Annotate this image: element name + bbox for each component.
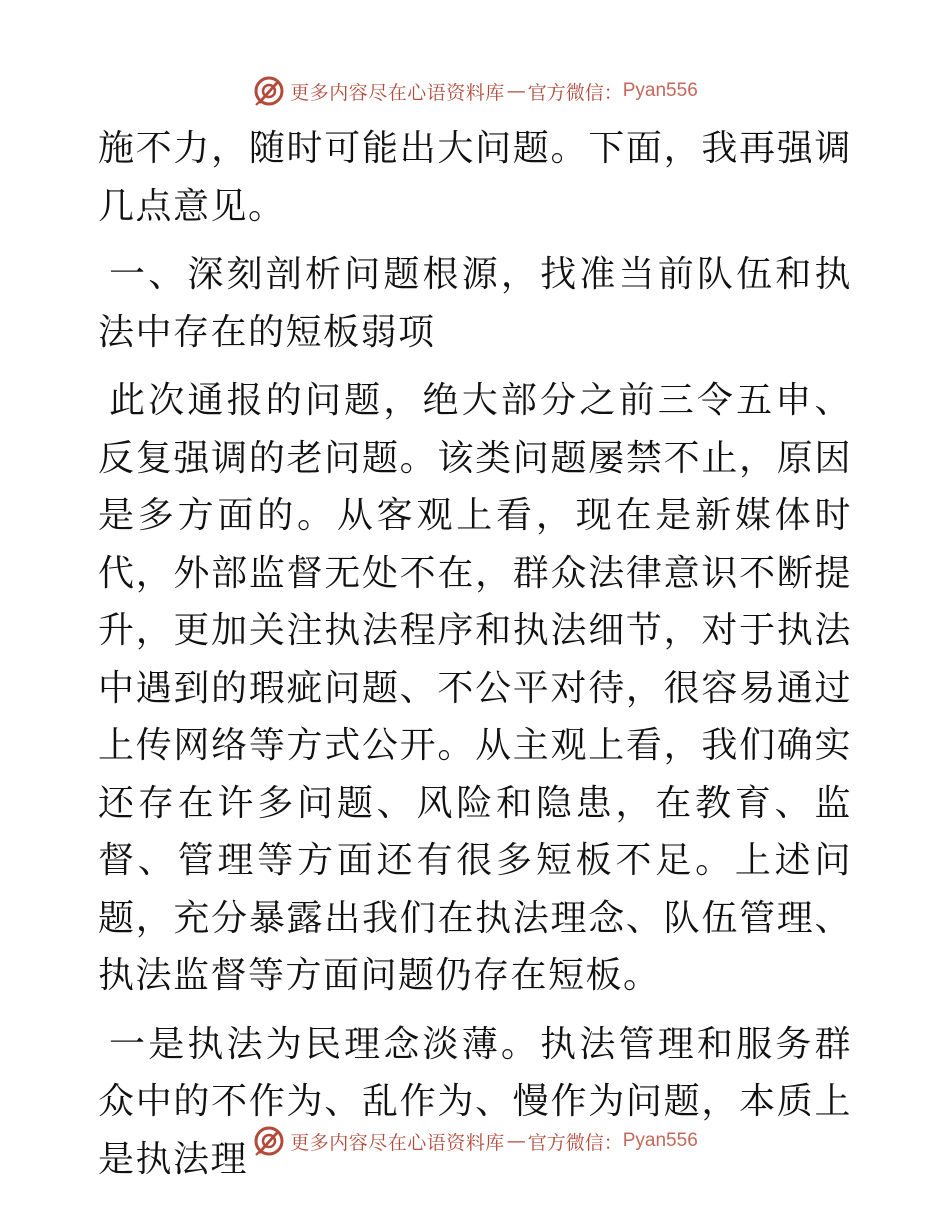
header-dash: — — [506, 80, 526, 102]
paragraph-continuation: 施不力，随时可能出大问题。下面，我再强调几点意见。 — [98, 128, 852, 227]
pen-logo-icon — [252, 1124, 286, 1158]
section-heading-1: 一、深刻剖析问题根源，找准当前队伍和执法中存在的短板弱项 — [98, 254, 852, 353]
paragraph-point-1: 一是执法为民理念淡薄。执法管理和服务群众中的不作为、乱作为、慢作为问题，本质上是执法理 — [98, 1023, 852, 1180]
header-wechat-label: 官方微信： — [527, 81, 623, 104]
footer-watermark-banner — [0, 1121, 950, 1161]
pen-logo-icon — [252, 74, 286, 108]
footer-dash: — — [506, 1130, 526, 1152]
header-site-text: 更多内容尽在心语资料库 — [290, 81, 505, 104]
footer-wechat-id: Pyan556 — [622, 1130, 698, 1151]
document-body — [98, 120, 852, 1199]
header-watermark-banner — [0, 71, 950, 111]
paragraph-analysis: 此次通报的问题，绝大部分之前三令五申、反复强调的老问题。该类问题屡禁不止，原因是多方面的。从客观上看，现在是新媒体时代，外部监督无处不在，群众法律意识不断提升，更加关注执法程序和执法细节，对于执法中遇到的瑕疵问题、不公平对待，很容易通过上传网络等方式公开。从主观上看，我们确实还存在许多问题、风险和隐患，在教育、监督、管理等方面还有很多短板不足。上述问题，充分暴露出我们在执法理念、队伍管理、执法监督等方面问题仍存在短板。 — [98, 380, 852, 996]
footer-wechat-label: 官方微信： — [527, 1131, 623, 1154]
footer-site-text: 更多内容尽在心语资料库 — [290, 1131, 505, 1154]
header-wechat-id: Pyan556 — [622, 80, 698, 101]
